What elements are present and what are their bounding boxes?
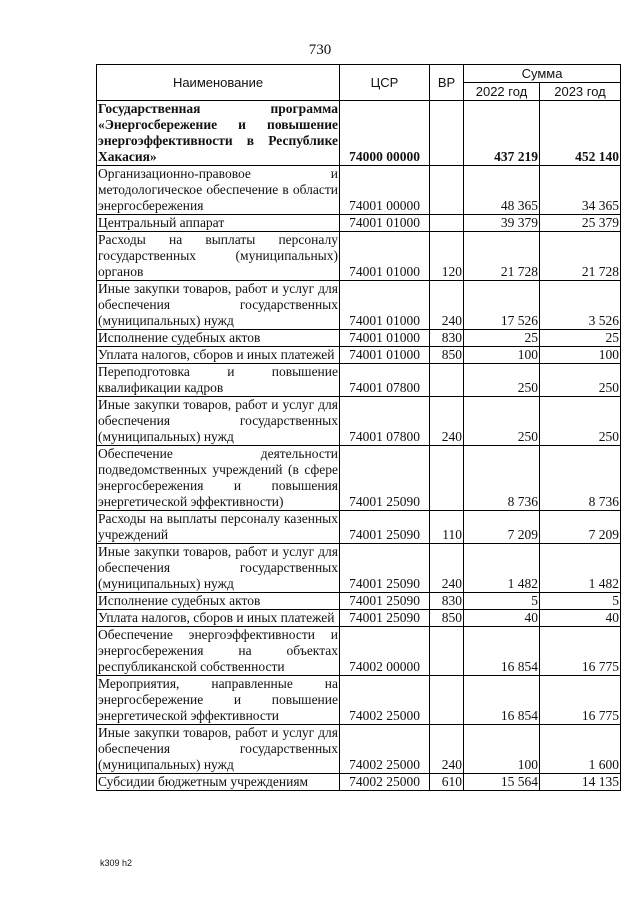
row-name: Обеспечение энергоэффективности и энергосбережения на объектах республиканской собственности: [98, 627, 338, 674]
row-sum-2022: 437 219: [464, 101, 540, 166]
table-row: [97, 232, 621, 281]
row-csr: 74001 25090: [340, 544, 430, 593]
row-sum-2022: 25: [464, 330, 540, 347]
row-name: Иные закупки товаров, работ и услуг для обеспечения государственных (муниципальных) нужд: [98, 281, 338, 328]
row-sum-2023: 25 379: [540, 215, 621, 232]
header-vr: ВР: [430, 65, 464, 101]
row-csr: 74001 25090: [340, 610, 430, 627]
row-sum-2022: 39 379: [464, 215, 540, 232]
row-vr: [430, 627, 464, 676]
row-sum-2023: 21 728: [540, 232, 621, 281]
row-name: Субсидии бюджетным учреждениям: [97, 774, 340, 791]
row-sum-2023: 8 736: [540, 446, 621, 511]
table-row: [97, 725, 621, 774]
row-csr: 74001 25090: [340, 511, 430, 544]
row-csr: 74002 25000: [340, 676, 430, 725]
row-sum-2022: 7 209: [464, 511, 540, 544]
row-vr: 830: [430, 593, 464, 610]
row-csr: 74001 25090: [340, 593, 430, 610]
row-sum-2023: 100: [540, 347, 621, 364]
row-vr: 850: [430, 610, 464, 627]
row-name: Расходы на выплаты персоналу казенных учреждений: [98, 511, 338, 542]
table-row: [97, 676, 621, 725]
row-csr: 74002 25000: [340, 725, 430, 774]
row-sum-2022: 8 736: [464, 446, 540, 511]
row-name: Иные закупки товаров, работ и услуг для обеспечения государственных (муниципальных) нужд: [98, 725, 338, 772]
row-sum-2022: 100: [464, 725, 540, 774]
row-name: Уплата налогов, сборов и иных платежей: [97, 610, 340, 627]
header-csr: ЦСР: [340, 65, 430, 101]
row-csr: 74001 01000: [340, 281, 430, 330]
row-sum-2022: 16 854: [464, 627, 540, 676]
row-sum-2023: 34 365: [540, 166, 621, 215]
row-sum-2022: 250: [464, 364, 540, 397]
header-sum: Сумма: [464, 65, 621, 83]
header-year-2023: 2023 год: [540, 83, 621, 101]
row-vr: [430, 676, 464, 725]
footer-code: k309 h2: [100, 858, 133, 868]
table-row: [97, 446, 621, 511]
row-sum-2023: 1 600: [540, 725, 621, 774]
row-name: Переподготовка и повышение квалификации кадров: [98, 364, 338, 395]
row-sum-2023: 452 140: [540, 101, 621, 166]
row-name: Центральный аппарат: [97, 215, 340, 232]
row-name: Расходы на выплаты персоналу государственных (муниципальных) органов: [98, 232, 338, 279]
row-vr: [430, 166, 464, 215]
row-vr: 830: [430, 330, 464, 347]
table-row: [97, 215, 621, 232]
row-name: Обеспечение деятельности подведомственных учреждений (в сфере энергосбережения и повышения энергетической эффективности): [98, 446, 338, 509]
row-sum-2022: 15 564: [464, 774, 540, 791]
row-sum-2022: 5: [464, 593, 540, 610]
row-name: Исполнение судебных актов: [97, 593, 340, 610]
row-sum-2022: 17 526: [464, 281, 540, 330]
header-year-2022: 2022 год: [464, 83, 540, 101]
table-row: [97, 166, 621, 215]
row-name: Исполнение судебных актов: [97, 330, 340, 347]
row-csr: 74001 01000: [340, 330, 430, 347]
table-row: [97, 511, 621, 544]
row-sum-2022: 48 365: [464, 166, 540, 215]
row-vr: 240: [430, 544, 464, 593]
row-csr: 74001 01000: [340, 232, 430, 281]
row-sum-2023: 16 775: [540, 627, 621, 676]
row-csr: 74002 00000: [340, 627, 430, 676]
table-header: [97, 65, 621, 101]
row-csr: 74001 07800: [340, 364, 430, 397]
row-vr: 110: [430, 511, 464, 544]
row-vr: [430, 101, 464, 166]
row-sum-2023: 25: [540, 330, 621, 347]
row-vr: [430, 364, 464, 397]
row-sum-2022: 40: [464, 610, 540, 627]
row-name: Организационно-правовое и методологическое обеспечение в области энергосбережения: [98, 166, 338, 213]
row-sum-2023: 250: [540, 364, 621, 397]
table-row: [97, 610, 621, 627]
row-vr: 240: [430, 281, 464, 330]
row-csr: 74001 01000: [340, 215, 430, 232]
budget-table: [96, 64, 621, 791]
row-csr: 74001 01000: [340, 347, 430, 364]
row-csr: 74000 00000: [340, 101, 430, 166]
table-row: [97, 364, 621, 397]
table-row: [97, 627, 621, 676]
table-body: [97, 101, 621, 791]
row-name: Государственная программа «Энергосбережение и повышение энергоэффективности в Республике Хакасия»: [98, 101, 338, 164]
row-sum-2022: 21 728: [464, 232, 540, 281]
row-sum-2022: 16 854: [464, 676, 540, 725]
table-row: [97, 347, 621, 364]
table-row: [97, 281, 621, 330]
table-row: [97, 593, 621, 610]
row-csr: 74001 07800: [340, 397, 430, 446]
row-sum-2022: 100: [464, 347, 540, 364]
row-sum-2023: 16 775: [540, 676, 621, 725]
table-row: [97, 544, 621, 593]
row-vr: 240: [430, 725, 464, 774]
table-row: [97, 397, 621, 446]
header-name: Наименование: [97, 65, 340, 101]
row-vr: [430, 215, 464, 232]
row-sum-2023: 5: [540, 593, 621, 610]
row-vr: 610: [430, 774, 464, 791]
row-sum-2022: 1 482: [464, 544, 540, 593]
row-vr: [430, 446, 464, 511]
row-sum-2022: 250: [464, 397, 540, 446]
row-sum-2023: 14 135: [540, 774, 621, 791]
table-row: [97, 774, 621, 791]
row-vr: 850: [430, 347, 464, 364]
table-row: [97, 101, 621, 166]
row-csr: 74002 25000: [340, 774, 430, 791]
row-sum-2023: 250: [540, 397, 621, 446]
page-number: 730: [308, 42, 332, 58]
row-sum-2023: 1 482: [540, 544, 621, 593]
row-sum-2023: 3 526: [540, 281, 621, 330]
row-sum-2023: 7 209: [540, 511, 621, 544]
row-name: Иные закупки товаров, работ и услуг для обеспечения государственных (муниципальных) нужд: [98, 544, 338, 591]
row-name: Уплата налогов, сборов и иных платежей: [97, 347, 340, 364]
row-sum-2023: 40: [540, 610, 621, 627]
row-csr: 74001 25090: [340, 446, 430, 511]
row-vr: 120: [430, 232, 464, 281]
row-vr: 240: [430, 397, 464, 446]
row-csr: 74001 00000: [340, 166, 430, 215]
row-name: Иные закупки товаров, работ и услуг для обеспечения государственных (муниципальных) нужд: [98, 397, 338, 444]
table-row: [97, 330, 621, 347]
row-name: Мероприятия, направленные на энергосбережение и повышение энергетической эффективности: [98, 676, 338, 723]
